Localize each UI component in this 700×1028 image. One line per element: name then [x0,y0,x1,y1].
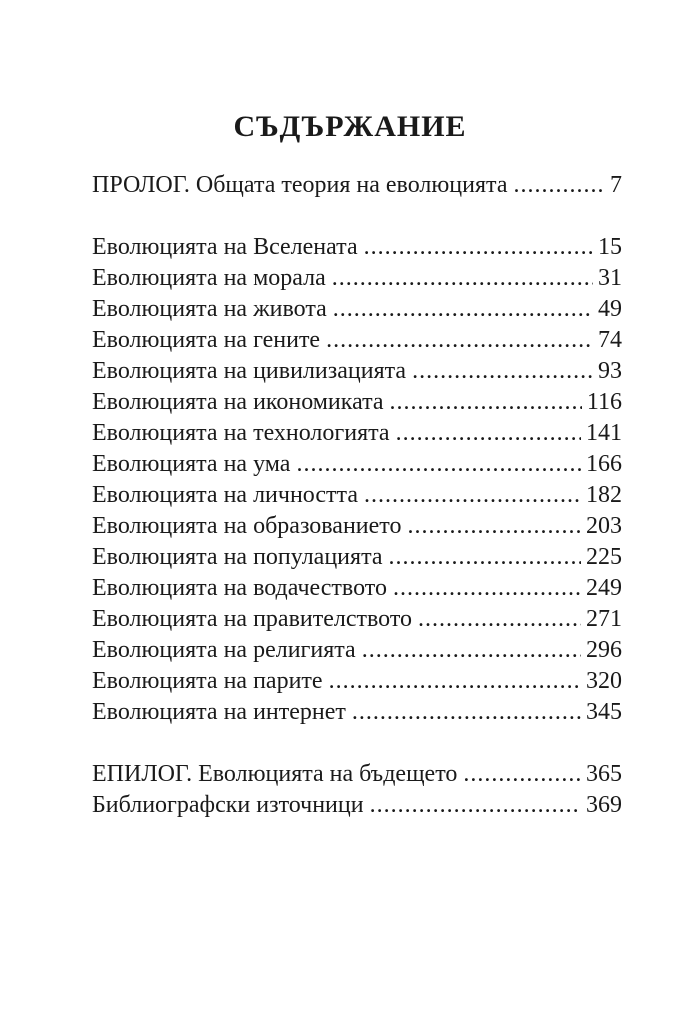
dot-leader [407,513,581,540]
toc-entry-chapter[interactable] [92,513,622,545]
toc-entry-chapter[interactable] [92,358,622,390]
page-title: СЪДЪРЖАНИЕ [233,110,467,143]
toc-entry-label: Еволюцията на парите [92,668,323,694]
toc-entry-page: 7 [610,172,622,198]
toc-entry-page: 225 [586,544,622,570]
dot-leader [332,265,593,292]
toc-entry-page: 345 [586,699,622,725]
toc-entry-chapter[interactable] [92,296,622,328]
toc-entry-chapter[interactable] [92,389,622,421]
dot-leader [396,420,581,447]
toc-entry-chapter[interactable] [92,327,622,359]
dot-leader [333,296,593,323]
dot-leader [513,172,605,199]
toc-entry-chapter[interactable] [92,451,622,483]
toc-entry-label: Еволюцията на морала [92,265,326,291]
dot-leader [296,451,581,478]
toc-entry-label: Еволюцията на живота [92,296,327,322]
toc-entry-label: Еволюцията на религията [92,637,356,663]
toc-entry-page: 31 [598,265,622,291]
toc-entry-chapter[interactable] [92,544,622,576]
toc-entry-label: Еволюцията на икономиката [92,389,384,415]
dot-leader [370,792,581,819]
toc-entry-epilogue[interactable] [92,761,622,793]
toc-entry-page: 320 [586,668,622,694]
dot-leader [393,575,581,602]
toc-entry-label: Еволюцията на личността [92,482,358,508]
toc-entry-label: Еволюцията на цивилизацията [92,358,407,384]
toc-entry-chapter[interactable] [92,482,622,514]
toc-entry-page: 369 [586,792,622,818]
toc-entry-label: Еволюцията на Вселената [92,234,358,260]
toc-entry-label: ЕПИЛОГ. Еволюцията на бъдещето [92,761,458,787]
toc-entry-label: Библиографски източници [92,792,364,818]
toc-entry-chapter[interactable] [92,420,622,452]
toc-entry-chapter[interactable] [92,265,622,297]
toc-entry-label: Еволюцията на популацията [92,544,383,570]
toc-entry-chapter[interactable] [92,575,622,607]
toc-entry-label: Еволюцията на водачеството [92,575,387,601]
toc-entry-label: Еволюцията на технологията [92,420,390,446]
toc-entry-page: 49 [598,296,622,322]
dot-leader [329,668,581,695]
toc-entry-chapter[interactable] [92,668,622,700]
toc-entry-page: 296 [586,637,622,663]
toc-entry-page: 166 [586,451,622,477]
toc-entry-page: 93 [598,358,622,384]
toc-entry-chapter[interactable] [92,637,622,669]
toc-entry-label: Еволюцията на гените [92,327,321,353]
toc-entry-label: Еволюцията на интернет [92,699,346,725]
toc-entry-chapter[interactable] [92,606,622,638]
toc-entry-label: Еволюцията на образованието [92,513,402,539]
toc-entry-page: 249 [586,575,622,601]
toc-entry-page: 182 [586,482,622,508]
toc-entry-page: 271 [586,606,622,632]
dot-leader [463,761,581,788]
toc-entry-chapter[interactable] [92,699,622,731]
toc-entry-label: Еволюцията на правителството [92,606,413,632]
toc-entry-label: Еволюцията на ума [92,451,291,477]
dot-leader [364,234,593,261]
toc-entry-page: 365 [586,761,622,787]
dot-leader [362,637,581,664]
toc-entry-bibliography[interactable] [92,792,622,824]
toc-entry-label: ПРОЛОГ. Общата теория на еволюцията [92,172,508,198]
toc-entry-page: 74 [598,327,622,353]
dot-leader [418,606,581,633]
toc-entry-chapter[interactable] [92,234,622,266]
dot-leader [352,699,581,726]
toc-entry-page: 141 [586,420,622,446]
dot-leader [412,358,593,385]
dot-leader [326,327,593,354]
dot-leader [390,389,582,416]
toc-entry-page: 15 [598,234,622,260]
toc-entry-prologue[interactable] [92,172,622,204]
dot-leader [389,544,582,571]
toc-entry-page: 203 [586,513,622,539]
toc-entry-page: 116 [586,389,622,415]
dot-leader [364,482,581,509]
